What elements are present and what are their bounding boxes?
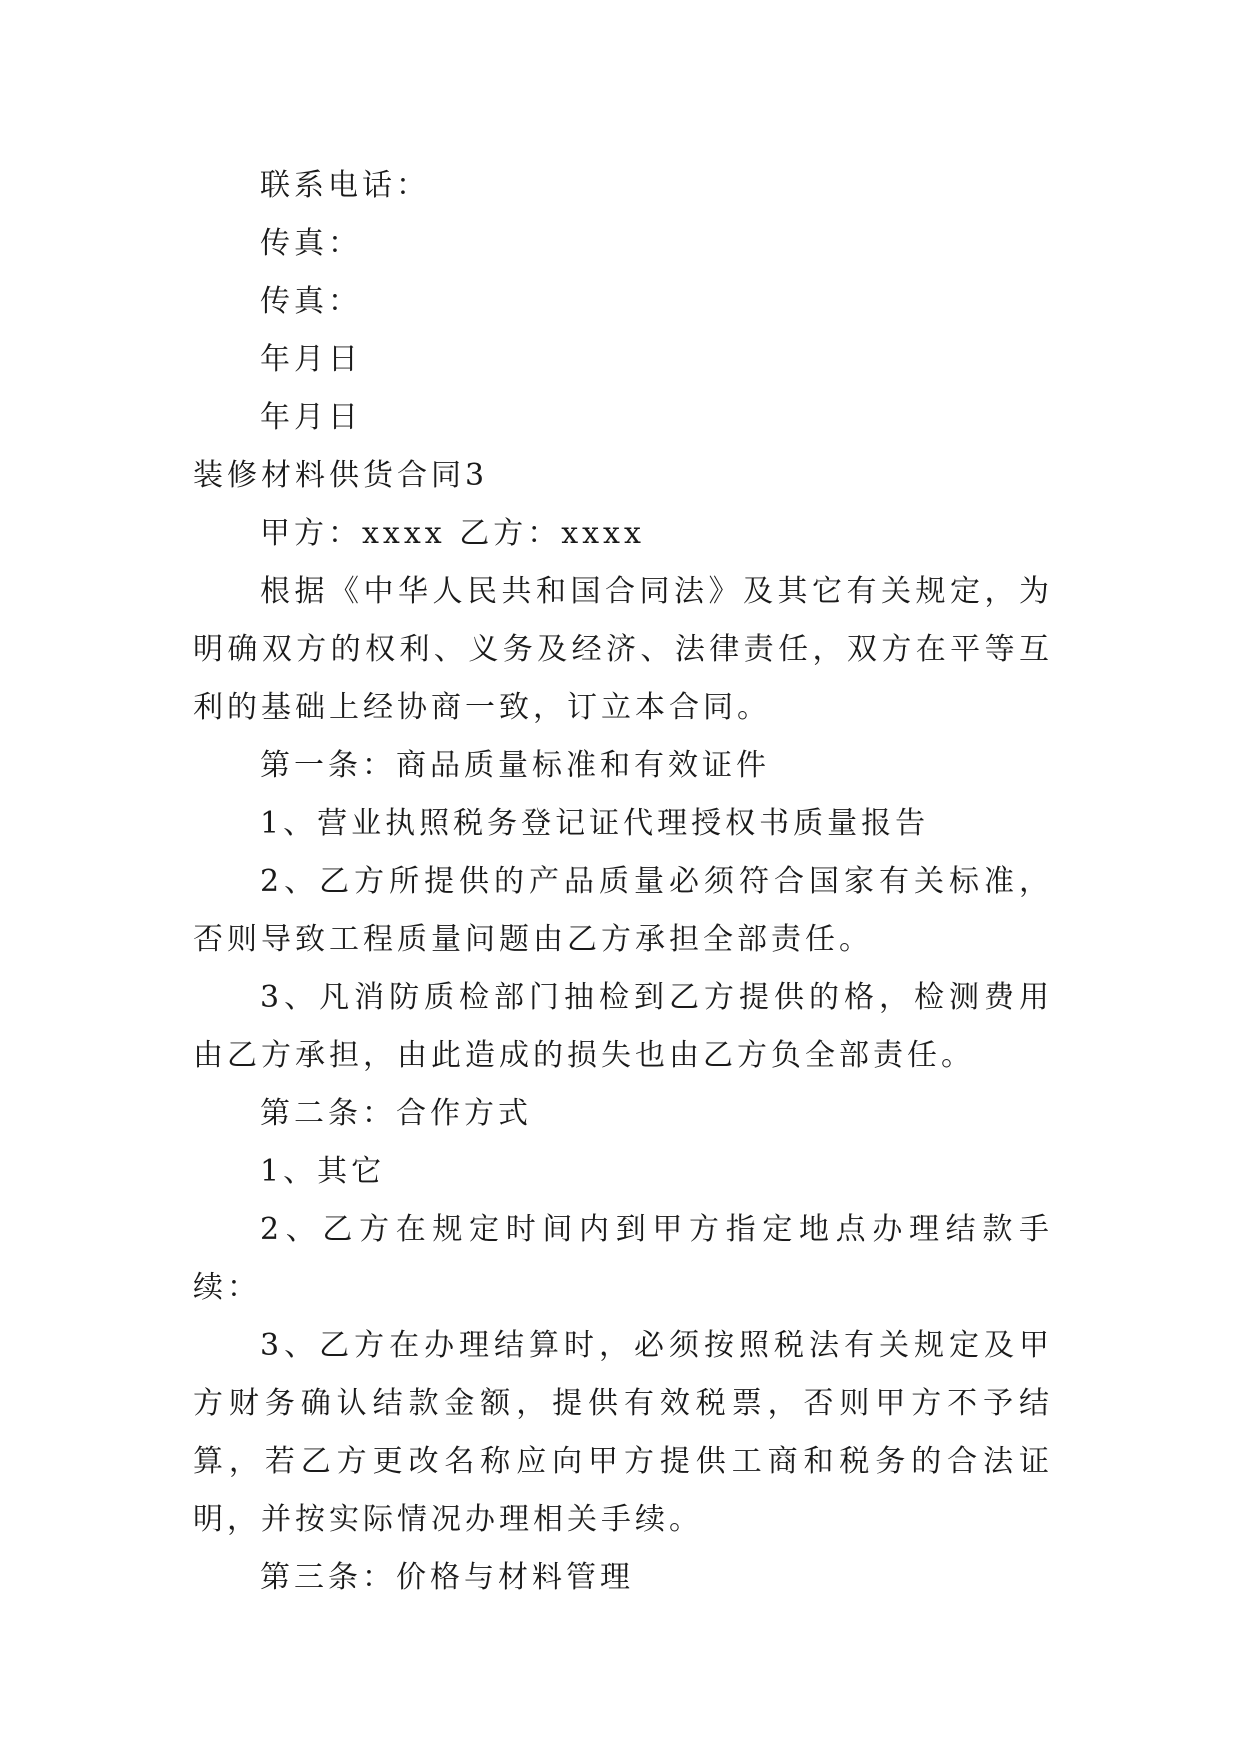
clause-paragraph: 3、乙方在办理结算时，必须按照税法有关规定及甲方财务确认结款金额，提供有效税票，否则甲方不予结算，若乙方更改名称应向甲方提供工商和税务的合法证明，并按实际情况办理相关手续。 [193,1328,1053,1537]
date-line: 年月日 [260,400,362,435]
document-body [193,157,1053,1607]
date-line: 年月日 [260,342,362,377]
clause-paragraph: 2、乙方所提供的产品质量必须符合国家有关标准，否则导致工程质量问题由乙方承担全部责任。 [193,864,1053,957]
clause-paragraph: 3、凡消防质检部门抽检到乙方提供的格，检测费用由乙方承担，由此造成的损失也由乙方负全部责任。 [193,980,1053,1073]
article-heading: 第一条：商品质量标准和有效证件 [260,748,770,783]
article-heading: 第三条：价格与材料管理 [260,1560,634,1595]
clause-paragraph: 2、乙方在规定时间内到甲方指定地点办理结款手续： [193,1212,1053,1305]
contract-title: 装修材料供货合同3 [193,458,489,493]
article-heading: 第二条：合作方式 [260,1096,532,1131]
clause-paragraph: 1、营业执照税务登记证代理授权书质量报告 [260,806,930,841]
fax-line: 传真： [260,284,362,319]
contact-phone-line: 联系电话： [260,168,430,203]
fax-line: 传真： [260,226,362,261]
parties-line: 甲方：xxxx 乙方：xxxx [260,516,645,551]
clause-paragraph: 1、其它 [260,1154,386,1189]
preamble-paragraph: 根据《中华人民共和国合同法》及其它有关规定，为明确双方的权利、义务及经济、法律责任，双方在平等互利的基础上经协商一致，订立本合同。 [193,574,1053,725]
